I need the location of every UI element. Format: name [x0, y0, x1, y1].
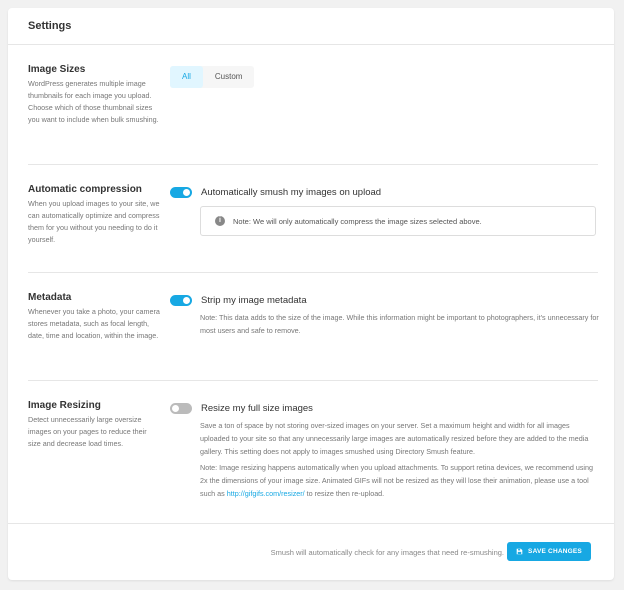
panel-footer — [8, 523, 614, 580]
divider — [28, 164, 598, 165]
resize-toggle-line — [170, 403, 600, 414]
image-resizing-title: Image Resizing — [28, 400, 101, 411]
auto-compression-note-text: Note: We will only automatically compress the image sizes selected above. — [233, 216, 482, 226]
toggle-knob — [183, 297, 190, 304]
auto-smush-toggle[interactable] — [170, 187, 192, 198]
resize-images-toggle[interactable] — [170, 403, 192, 414]
automatic-compression-control — [170, 187, 600, 236]
automatic-compression-title: Automatic compression — [28, 184, 142, 195]
image-sizes-selector — [170, 66, 254, 88]
metadata-title: Metadata — [28, 292, 72, 303]
divider — [28, 272, 598, 273]
strip-metadata-toggle[interactable] — [170, 295, 192, 306]
resize-images-toggle-label[interactable]: Resize my full size images — [201, 403, 313, 414]
settings-panel — [8, 8, 614, 580]
panel-header — [8, 8, 614, 45]
toggle-knob — [183, 189, 190, 196]
save-changes-button[interactable] — [507, 542, 591, 561]
auto-compression-note — [200, 206, 596, 236]
resize-description: Save a ton of space by not storing over-sized images on your server. Set a maximum height and width for all images uploaded to your site so that any unnecessarily large images are automatically resized before they are added to the media gallery. This setting does not apply to images smushed using Directory Smush feature. — [200, 421, 589, 456]
image-sizes-title: Image Sizes — [28, 64, 86, 75]
image-resizing-description: Detect unnecessarily large oversize images on your pages to reduce their size and decrease load times. — [28, 415, 147, 448]
gifgifs-resizer-link[interactable]: http://gifgifs.com/resizer/ — [226, 489, 305, 498]
info-icon: i — [215, 216, 225, 226]
auto-smush-toggle-label[interactable]: Automatically smush my images on upload — [201, 187, 382, 198]
divider — [28, 380, 598, 381]
image-sizes-control — [170, 66, 600, 88]
automatic-compression-description: When you upload images to your site, we can automatically optimize and compress them for you without you needing to do it yourself. — [28, 199, 160, 244]
strip-metadata-toggle-line — [170, 295, 600, 306]
metadata-control — [170, 295, 600, 337]
image-sizes-description: WordPress generates multiple image thumbnails for each image you upload. Choose which of those thumbnail sizes you want to include when bulk smushing. — [28, 79, 159, 124]
metadata-note: Note: This data adds to the size of the image. While this information might be important to photographers, it's unnecessary for most users and safe to remove. — [200, 313, 599, 335]
image-resizing-label — [28, 400, 160, 450]
resize-note — [200, 461, 600, 500]
toggle-knob — [172, 405, 179, 412]
auto-smush-toggle-line — [170, 187, 600, 198]
image-resizing-control — [170, 403, 600, 500]
footer-status-text: Smush will automatically check for any images that need re-smushing. — [270, 548, 504, 557]
save-icon — [516, 548, 523, 555]
metadata-label — [28, 292, 160, 342]
option-custom-button[interactable]: Custom — [214, 72, 243, 81]
panel-title: Settings — [28, 20, 72, 32]
strip-metadata-toggle-label[interactable]: Strip my image metadata — [201, 295, 307, 306]
metadata-description: Whenever you take a photo, your camera stores metadata, such as focal length, date, time and location, within the image. — [28, 307, 160, 340]
resize-note-prefix: Note: Image resizing happens automatically when you upload attachments. To support retina devices, we recommend using 2x the dimensions of your image size. Animated GIFs will not be resized as they will lose their animation, please use a tool such as — [200, 463, 594, 498]
resize-note-suffix: to resize then re-upload. — [304, 489, 385, 498]
save-changes-label: SAVE CHANGES — [528, 548, 582, 555]
option-all-button[interactable]: All — [170, 66, 203, 88]
automatic-compression-label — [28, 184, 160, 246]
image-sizes-label — [28, 64, 160, 126]
